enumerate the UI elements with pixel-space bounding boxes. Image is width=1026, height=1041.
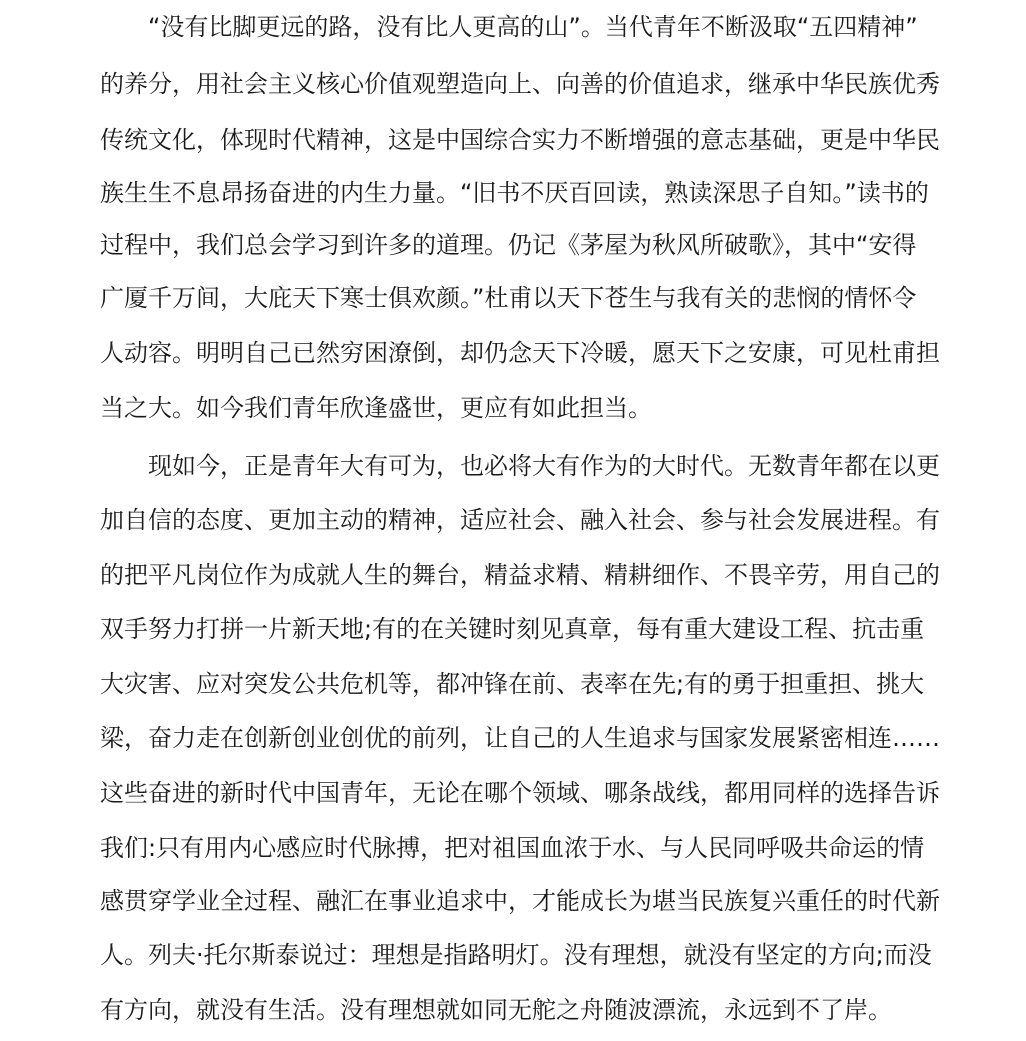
text-line: 人。列夫·托尔斯泰说过：理想是指路明灯。没有理想，就没有坚定的方向;而没 bbox=[100, 941, 932, 969]
text-line: 传统文化，体现时代精神，这是中国综合实力不断增强的意志基础，更是中华民 bbox=[100, 126, 940, 154]
text-line: 感贯穿学业全过程、融汇在事业追求中，才能成长为堪当民族复兴重任的时代新 bbox=[100, 887, 940, 915]
text-line: 大灾害、应对突发公共危机等，都冲锋在前、表率在先;有的勇于担重担、挑大 bbox=[100, 670, 925, 698]
text-line: 过程中，我们总会学习到许多的道理。仍记《茅屋为秋风所破歌》，其中“安得 bbox=[100, 231, 917, 259]
text-line: 的把平凡岗位作为成就人生的舞台，精益求精、精耕细作、不畏辛劳，用自己的 bbox=[100, 561, 940, 589]
text-line: 梁，奋力走在创新创业创优的前列，让自己的人生追求与国家发展紧密相连…… bbox=[100, 724, 940, 752]
text-line: 广厦千万间，大庇天下寒士俱欢颜。”杜甫以天下苍生与我有关的悲悯的情怀令 bbox=[100, 284, 917, 312]
text-line: 的养分，用社会主义核心价值观塑造向上、向善的价值追求，继承中华民族优秀 bbox=[100, 70, 940, 98]
text-line: “没有比脚更远的路，没有比人更高的山”。当代青年不断汲取“五四精神” bbox=[148, 13, 918, 41]
text-line: 有方向，就没有生活。没有理想就如同无舵之舟随波漂流，永远到不了岸。 bbox=[100, 996, 892, 1024]
text-line: 双手努力打拼一片新天地;有的在关键时刻见真章，每有重大建设工程、抗击重 bbox=[100, 615, 925, 643]
text-line: 当之大。如今我们青年欣逢盛世，更应有如此担当。 bbox=[100, 394, 652, 422]
text-line: 这些奋进的新时代中国青年，无论在哪个领域、哪条战线，都用同样的选择告诉 bbox=[100, 779, 940, 807]
text-line: 族生生不息昂扬奋进的内生力量。“旧书不厌百回读，熟读深思子自知。”读书的 bbox=[100, 179, 929, 207]
text-line: 加自信的态度、更加主动的精神，适应社会、融入社会、参与社会发展进程。有 bbox=[100, 506, 940, 534]
text-line: 现如今，正是青年大有可为，也必将大有作为的大时代。无数青年都在以更 bbox=[148, 452, 940, 480]
text-line: 人动容。明明自己已然穷困潦倒，却仍念天下冷暖，愿天下之安康，可见杜甫担 bbox=[100, 339, 940, 367]
text-line: 我们:只有用内心感应时代脉搏，把对祖国血浓于水、与人民同呼吸共命运的情 bbox=[100, 834, 925, 862]
